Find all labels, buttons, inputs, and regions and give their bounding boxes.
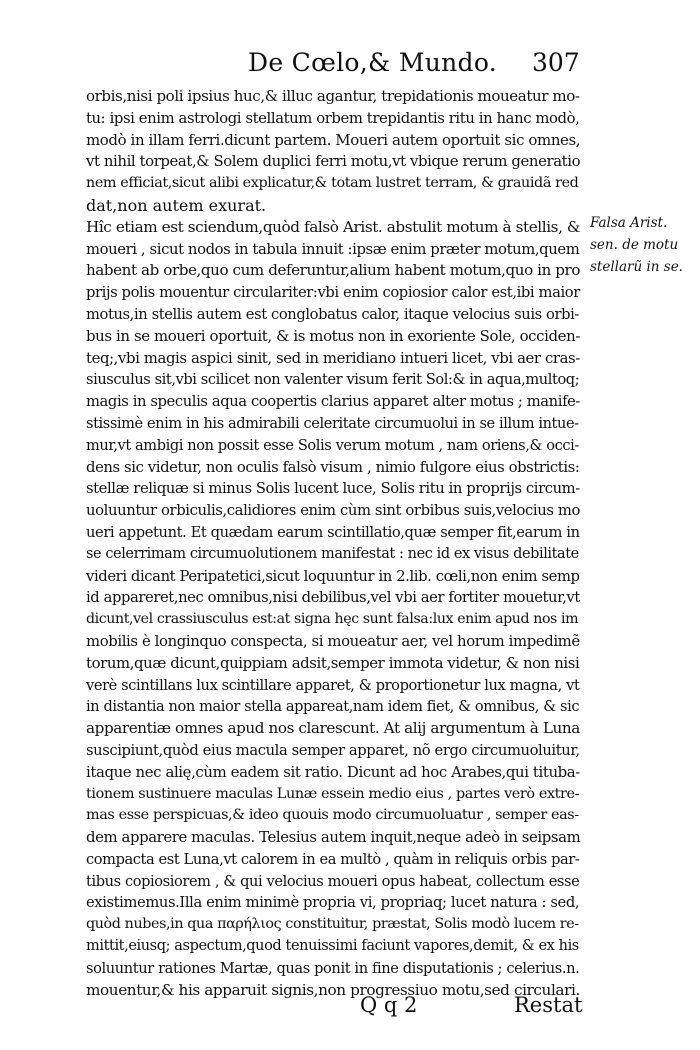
text-line: id appareret,nec omnibus,nisi debilibus,vel vbi aer fortiter mouetur,vt xyxy=(86,589,580,607)
text-line: habent ab orbe,quo cum deferuntur,alium habent motum,quo in pro xyxy=(86,261,581,280)
text-line: mur,vt ambigi non possit esse Solis verum motum , nam oriens,& occi- xyxy=(86,436,579,454)
text-line: tu: ipsi enim astrologi stellatum orbem trepidantis ritu in hanc modò, xyxy=(86,109,580,127)
text-line: se celerrimam circumuolutionem manifestat : nec id ex visus debilitate xyxy=(86,545,579,562)
text-line: magis in speculis aqua coopertis clarius apparet alter motus ; manife- xyxy=(86,393,581,411)
text-line: tibus copiosiorem , & qui velocius moueri opus habeat, collectum esse xyxy=(86,872,580,890)
text-line: dens sic videtur, non oculis falsò visum , nimio fulgore eius obstrictis: xyxy=(86,458,580,476)
marginal-note xyxy=(590,212,686,278)
page-number: 307 xyxy=(532,48,580,77)
text-line: in distantia non maior stella appareat,nam idem fiet, & omnibus, & sic xyxy=(86,698,580,716)
text-line: apparentiæ omnes apud nos clarescunt. At alij argumentum à Luna xyxy=(86,719,580,738)
text-line: motus,in stellis autem est conglobatus calor, itaque velocius suis orbi- xyxy=(86,305,579,323)
catchword: Restat xyxy=(514,993,583,1017)
text-line: nem efficiat,sicut alibi explicatur,& totam lustret terram, & grauidã red xyxy=(86,175,579,192)
text-line: existimemus.Illa enim minimè propria vi, propriaq; lucet natura : sed, xyxy=(86,894,580,912)
text-line: videri dicant Peripatetici,sicut loquuntur in 2.lib. cœli,non enim semp xyxy=(86,567,580,585)
text-line: siusculus sit,vbi scilicet non valenter visum ferit Sol:& in aqua,multoq; xyxy=(86,371,580,389)
body-text xyxy=(86,86,582,1001)
text-line: bus in se moueri oportuit, & is motus non in exoriente Sole, occiden- xyxy=(86,326,580,345)
text-line: verè scintillans lux scintillare apparet, & proportionetur lux magna, vt xyxy=(86,676,580,694)
text-line: tionem sustinuere maculas Lunæ essein medio eius , partes verò extre- xyxy=(86,785,580,802)
text-line: mas esse perspicuas,& ideo quouis modo circumuoluatur , semper eas- xyxy=(86,807,579,824)
text-line: ueri appetunt. Et quædam earum scintillatio,quæ semper fit,earum in xyxy=(86,523,580,541)
text-line: dicunt,vel crassiusculus est:at signa hęc sunt falsa:lux enim apud nos im xyxy=(86,611,579,628)
text-line: stellæ reliquæ si minus Solis lucent luce, Solis ritu in proprijs circum- xyxy=(86,480,580,498)
marginal-note-line: sen. de motu xyxy=(590,237,679,253)
text-line: modò in illam ferri.dicunt partem. Moueri autem oportuit sic omnes, xyxy=(86,130,581,149)
text-line: soluuntur rationes Martæ, quas ponit in fine disputationis ; celerius.n. xyxy=(86,959,580,977)
text-line: prijs polis mouentur circulariter:vbi enim copiosior calor est,ibi maior xyxy=(86,284,580,302)
text-line: moueri , sicut nodos in tabula innuit :ipsæ enim præter motum,quem xyxy=(86,240,580,258)
marginal-note-line: stellarũ in se. xyxy=(590,259,683,275)
text-line: compacta est Luna,vt calorem in ea multò , quàm in reliquis orbis par- xyxy=(86,850,580,868)
text-line: stissimè enim in his admirabili celeritate circumuolui in se illum intue- xyxy=(86,414,579,432)
text-line: vt nihil torpeat,& Solem duplici ferri motu,vt vbique rerum generatio xyxy=(86,152,581,171)
text-line: teq;,vbi magis aspici sinit, sed in meridiano intueri licet, vbi aer cras- xyxy=(86,348,580,367)
signature-mark: Q q 2 xyxy=(360,993,418,1017)
text-line: orbis,nisi poli ipsius huc,& illuc agantur, trepidationis moueatur mo- xyxy=(86,87,580,105)
text-line: uoluuntur orbiculis,calidiores enim cùm sint orbibus suis,velocius mo xyxy=(86,502,580,520)
text-line: suscipiunt,quòd eius macula semper apparet, nõ ergo circumuoluitur, xyxy=(86,741,580,759)
running-title: De Cœlo,& Mundo. xyxy=(248,48,497,77)
marginal-note-line: Falsa Arist. xyxy=(590,215,668,231)
text-line: mouentur,& his apparuit signis,non progressiuo motu,sed circulari. xyxy=(86,980,580,999)
text-line: itaque nec alię,cùm eadem sit ratio. Dicunt ad hoc Arabes,qui tituba- xyxy=(86,762,580,781)
text-line: quòd nubes,in qua παρήλιος constituitur, præstat, Solis modò lucem re- xyxy=(86,916,579,933)
text-line: dat,non autem exurat. xyxy=(86,195,267,215)
text-line: Hîc etiam est sciendum,quòd falsò Arist. abstulit motum à stellis, & xyxy=(86,217,581,236)
text-line: mobilis è longinquo conspecta, si moueatur aer, vel horum impedimẽ xyxy=(86,631,580,650)
text-line: dem apparere maculas. Telesius autem inquit,neque adeò in seipsam xyxy=(86,828,581,847)
text-line: mittit,eiusq; aspectum,quod tenuissimi faciunt vapores,demit, & ex his xyxy=(86,938,579,955)
text-line: torum,quæ dicunt,quippiam adsit,semper immota videtur, & non nisi xyxy=(86,653,580,672)
